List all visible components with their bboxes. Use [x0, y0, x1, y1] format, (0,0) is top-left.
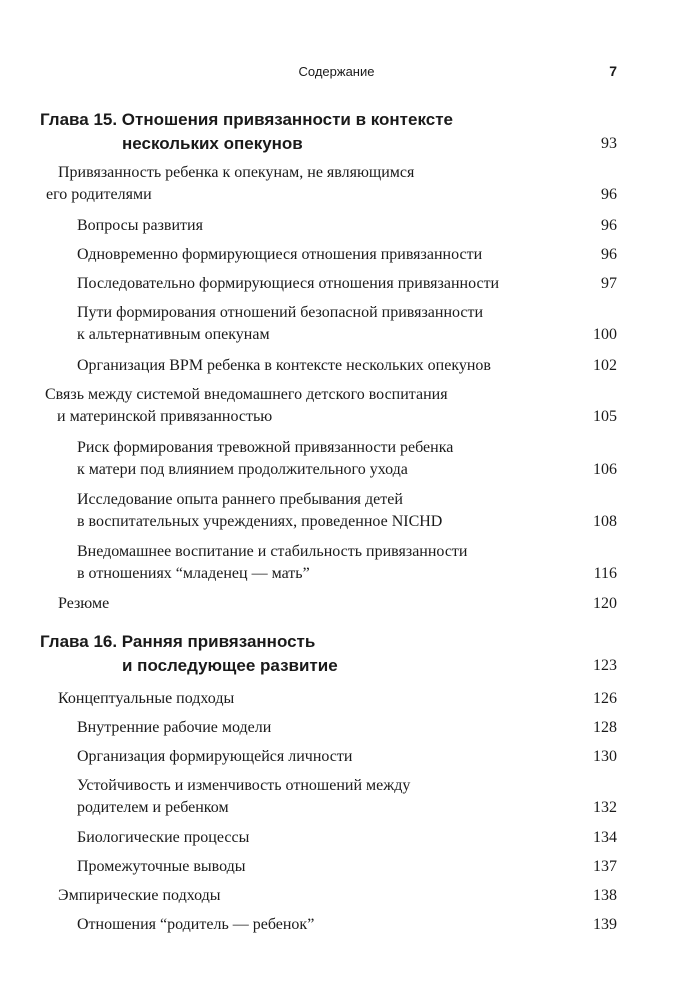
toc-entry-line1: Организация ВРМ ребенка в контексте нескольких опекунов — [77, 357, 491, 374]
toc-entry[interactable] — [77, 215, 617, 237]
toc-entry[interactable] — [77, 746, 617, 768]
toc-entry-page: 108 — [593, 513, 617, 530]
toc-entry-line2: в отношениях “младенец — мать” — [77, 565, 310, 582]
toc-entry-page: 96 — [601, 186, 617, 203]
toc-entry-line1: Привязанность ребенка к опекунам, не являющимся — [58, 164, 415, 181]
toc-entry-page: 97 — [601, 275, 617, 292]
toc-entry[interactable] — [58, 688, 617, 710]
toc-entry-line1: Отношения “родитель — ребенок” — [77, 916, 315, 933]
toc-entry-line1: Последовательно формирующиеся отношения привязанности — [77, 275, 500, 292]
toc-entry[interactable] — [77, 437, 617, 481]
toc-entry-page: 139 — [593, 916, 617, 933]
chapter-15-heading[interactable] — [40, 108, 617, 156]
chapter-16-heading[interactable] — [40, 630, 617, 678]
toc-entry[interactable] — [77, 302, 617, 346]
toc-entry-page: 106 — [593, 461, 617, 478]
toc-entry-line1: Эмпирические подходы — [58, 887, 221, 904]
toc-entry-page: 134 — [593, 829, 617, 846]
toc-entry-line1: Внедомашнее воспитание и стабильность привязанности — [77, 543, 468, 560]
toc-entry[interactable] — [46, 162, 617, 206]
toc-entry-page: 137 — [593, 858, 617, 875]
toc-entry[interactable] — [77, 914, 617, 936]
chapter-title-line1: Глава 16. Ранняя привязанность — [40, 632, 316, 651]
chapter-title-line2: нескольких опекунов — [122, 134, 303, 153]
toc-entry[interactable] — [77, 717, 617, 739]
toc-entry-page: 100 — [593, 326, 617, 343]
toc-entry-line2: к альтернативным опекунам — [77, 326, 270, 343]
toc-entry-line2: его родителями — [46, 186, 152, 203]
toc-entry[interactable] — [77, 827, 617, 849]
toc-entry-line1: Исследование опыта раннего пребывания детей — [77, 491, 403, 508]
toc-entry[interactable] — [77, 244, 617, 266]
toc-entry[interactable] — [77, 541, 617, 585]
toc-entry-page: 116 — [593, 565, 617, 582]
toc-entry-page: 102 — [593, 357, 617, 374]
toc-entry-line1: Концептуальные подходы — [58, 690, 235, 707]
toc-entry-page: 128 — [593, 719, 617, 736]
toc-entry[interactable] — [77, 775, 617, 819]
toc-entry-line2: и материнской привязанностью — [57, 408, 273, 425]
toc-entry-line1: Вопросы развития — [77, 217, 203, 234]
running-header-title: Содержание — [298, 64, 375, 79]
toc-entry-line1: Одновременно формирующиеся отношения привязанности — [77, 246, 483, 263]
toc-entry-line1: Внутренние рабочие модели — [77, 719, 272, 736]
toc-entry[interactable] — [45, 384, 617, 428]
chapter-title-line1: Глава 15. Отношения привязанности в контексте — [40, 110, 453, 129]
toc-entry[interactable] — [58, 885, 617, 907]
toc-entry-page: 96 — [601, 217, 617, 234]
toc-entry-line2: к матери под влиянием продолжительного ухода — [77, 461, 408, 478]
toc-entry-line1: Риск формирования тревожной привязанности ребенка — [77, 439, 454, 456]
toc-entry-line1: Связь между системой внедомашнего детского воспитания — [45, 386, 448, 403]
toc-entry-page: 126 — [593, 690, 617, 707]
toc-entry-line2: родителем и ребенком — [77, 799, 229, 816]
toc-entry-page: 105 — [593, 408, 617, 425]
chapter-page-number: 93 — [601, 135, 617, 152]
toc-entry[interactable] — [77, 273, 617, 295]
toc-entry[interactable] — [77, 355, 617, 377]
toc-entry-line1: Резюме — [58, 595, 110, 612]
toc-entry-line2: в воспитательных учреждениях, проведенное NICHD — [77, 513, 443, 530]
toc-entry-page: 120 — [593, 595, 617, 612]
toc-entry-line1: Биологические процессы — [77, 829, 250, 846]
toc-entry[interactable] — [58, 593, 617, 615]
chapter-page-number: 123 — [593, 657, 617, 674]
toc-entry-page: 130 — [593, 748, 617, 765]
toc-entry-line1: Промежуточные выводы — [77, 858, 246, 875]
toc-entry-line1: Устойчивость и изменчивость отношений между — [77, 777, 411, 794]
toc-entry-line1: Пути формирования отношений безопасной привязанности — [77, 304, 484, 321]
running-header-page-number: 7 — [609, 63, 617, 79]
toc-entry-line1: Организация формирующейся личности — [77, 748, 353, 765]
chapter-title-line2: и последующее развитие — [122, 656, 338, 675]
toc-entry-page: 138 — [593, 887, 617, 904]
toc-entry[interactable] — [77, 489, 617, 533]
toc-entry-page: 132 — [593, 799, 617, 816]
toc-entry-page: 96 — [601, 246, 617, 263]
toc-entry[interactable] — [77, 856, 617, 878]
